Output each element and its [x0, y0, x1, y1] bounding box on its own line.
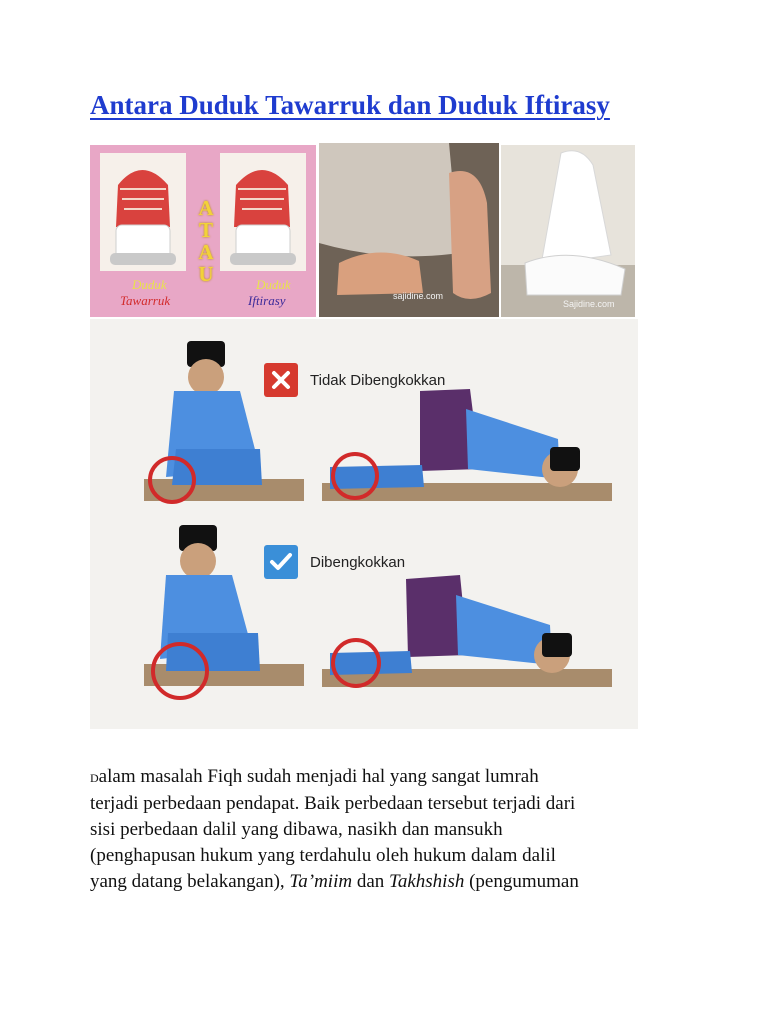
atau-letter: U	[198, 262, 214, 286]
white-robe-sitting-photo	[501, 145, 635, 317]
caption-iftirasy-line1: Duduk	[256, 277, 291, 292]
prayer-sitting-figure	[90, 143, 638, 729]
term-tamiim: Ta’miim	[289, 871, 353, 892]
comparison-panel	[90, 319, 638, 729]
cross-icon	[264, 363, 298, 397]
page-title: Antara Duduk Tawarruk dan Duduk Iftirasy	[90, 90, 610, 120]
tawarruk-iftirasy-panel	[90, 145, 316, 317]
watermark-middle: sajidine.com	[393, 291, 444, 301]
caption-tawarruk-line1: Duduk	[132, 277, 167, 292]
caption-tawarruk-line2: Tawarruk	[120, 293, 171, 308]
term-takhshish: Takhshish	[389, 871, 465, 892]
white-robe-illustration	[501, 145, 635, 317]
paragraph-line-1	[90, 764, 690, 791]
wrong-position-label	[264, 363, 445, 397]
wrong-position-text: Tidak Dibengkokkan	[310, 371, 446, 389]
right-position-text: Dibengkokkan	[310, 553, 406, 571]
paragraph-line-5	[90, 869, 690, 895]
caption-iftirasy-line2: Iftirasy	[248, 293, 286, 308]
line-1-text: alam masalah Fiqh sudah menjadi hal yang sangat lumrah	[98, 766, 539, 787]
atau-letter: A	[198, 240, 214, 264]
paragraph-line-3: sisi perbedaan dalil yang dibawa, nasikh dan mansukh	[90, 819, 503, 840]
paragraph-line-2: terjadi perbedaan pendapat. Baik perbedaan tersebut terjadi dari	[90, 793, 576, 814]
right-position-label	[264, 545, 405, 579]
watermark-right: Sajidine.com	[563, 299, 615, 309]
atau-letter: A	[198, 196, 214, 220]
paragraph-line-4: (penghapusan hukum yang terdahulu oleh hukum dalam dalil	[90, 845, 556, 866]
foot-closeup-photo	[319, 143, 499, 317]
body-paragraph	[90, 764, 690, 895]
atau-vertical-text	[198, 197, 214, 285]
line-5-text-b: dan	[352, 871, 390, 892]
line-5-text-a: yang datang belakangan),	[90, 871, 290, 892]
checkmark-icon	[264, 545, 298, 579]
atau-letter: T	[198, 218, 213, 242]
drop-cap: D	[90, 771, 99, 785]
line-5-text-c: (pengumuman	[464, 871, 579, 892]
